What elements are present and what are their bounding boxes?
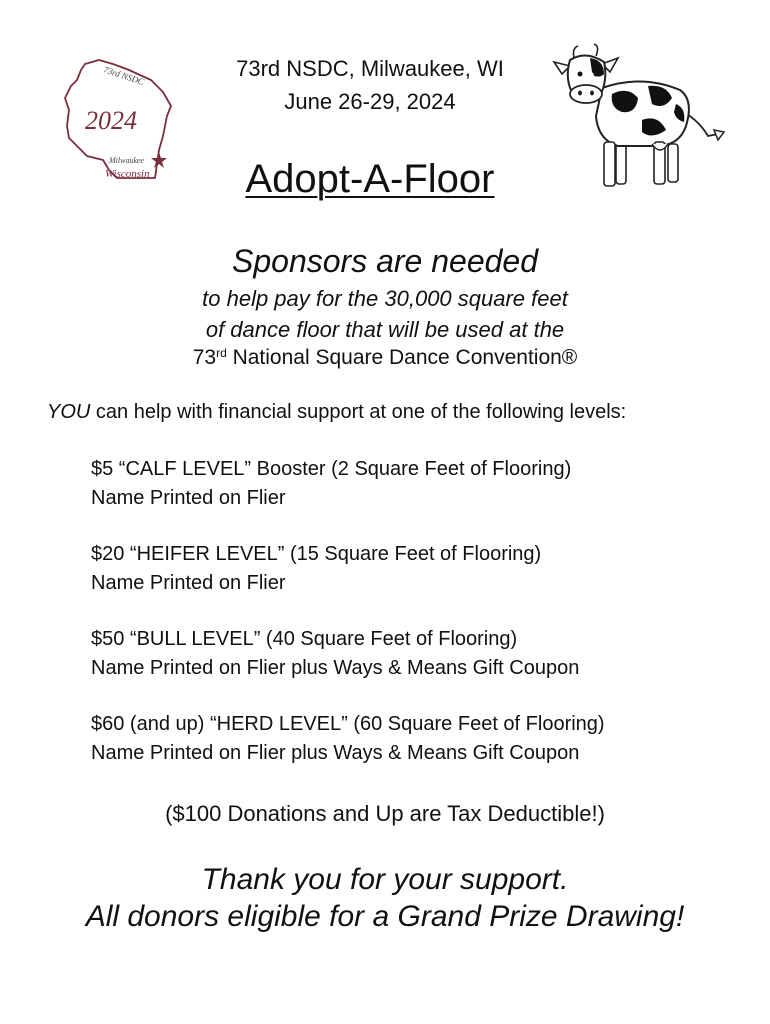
- cow-illustration: [548, 40, 730, 192]
- logo-arc-text: 73rd NSDC: [102, 64, 146, 87]
- level-herd: [91, 710, 605, 768]
- event-dates: June 26-29, 2024: [284, 89, 456, 114]
- level-title: $20 “HEIFER LEVEL” (15 Square Feet of Flooring): [91, 543, 542, 565]
- cow-eye-left: [578, 72, 583, 77]
- convention-name: National Square Dance Convention®: [226, 346, 578, 369]
- tax-deductible-note: ($100 Donations and Up are Tax Deductible!): [165, 801, 605, 826]
- thank-you-line: Thank you for your support.: [201, 863, 569, 896]
- level-benefit: Name Printed on Flier: [91, 487, 286, 509]
- intro-text: can help with financial support at one of the following levels:: [90, 401, 627, 423]
- support-intro: [47, 401, 626, 424]
- convention-ordinal: rd: [216, 346, 227, 360]
- cow-leg-back-right: [668, 144, 678, 182]
- level-title: $60 (and up) “HERD LEVEL” (60 Square Feet of Flooring): [91, 713, 605, 735]
- cow-horn-right: [594, 44, 598, 56]
- cow-eye-right: [594, 72, 599, 77]
- cow-leg-front-right: [616, 144, 626, 184]
- level-bull: [91, 625, 579, 683]
- sponsor-line-2: of dance floor that will be used at the: [205, 317, 565, 342]
- intro-emphasis: YOU: [47, 401, 91, 423]
- cow-muzzle: [570, 85, 602, 103]
- cow-nostril-left: [578, 91, 582, 96]
- convention-logo: [55, 52, 180, 187]
- grand-prize-line: All donors eligible for a Grand Prize Drawing!: [85, 900, 685, 933]
- event-name: 73rd NSDC, Milwaukee, WI: [236, 56, 504, 81]
- level-heifer: [91, 540, 541, 598]
- level-benefit: Name Printed on Flier plus Ways & Means Gift Coupon: [91, 657, 580, 679]
- logo-city: Milwaukee: [109, 156, 145, 165]
- level-benefit: Name Printed on Flier: [91, 572, 286, 594]
- cow-leg-front-left: [604, 142, 615, 186]
- logo-state: Wisconsin: [105, 168, 150, 180]
- sponsors-heading: Sponsors are needed: [232, 243, 538, 279]
- logo-year: 2024: [85, 106, 137, 135]
- level-title: $50 “BULL LEVEL” (40 Square Feet of Flooring): [91, 628, 518, 650]
- convention-number: 73: [192, 346, 217, 369]
- page-title: Adopt-A-Floor: [245, 157, 495, 201]
- cow-tail-tuft: [714, 130, 724, 140]
- cow-nostril-right: [590, 91, 594, 96]
- sponsor-line-1: to help pay for the 30,000 square feet: [202, 286, 568, 311]
- level-calf: [91, 455, 571, 513]
- convention-line: [0, 346, 770, 370]
- star-icon: [151, 152, 167, 168]
- level-title: $5 “CALF LEVEL” Booster (2 Square Feet of Flooring): [91, 458, 572, 480]
- level-benefit: Name Printed on Flier plus Ways & Means Gift Coupon: [91, 742, 580, 764]
